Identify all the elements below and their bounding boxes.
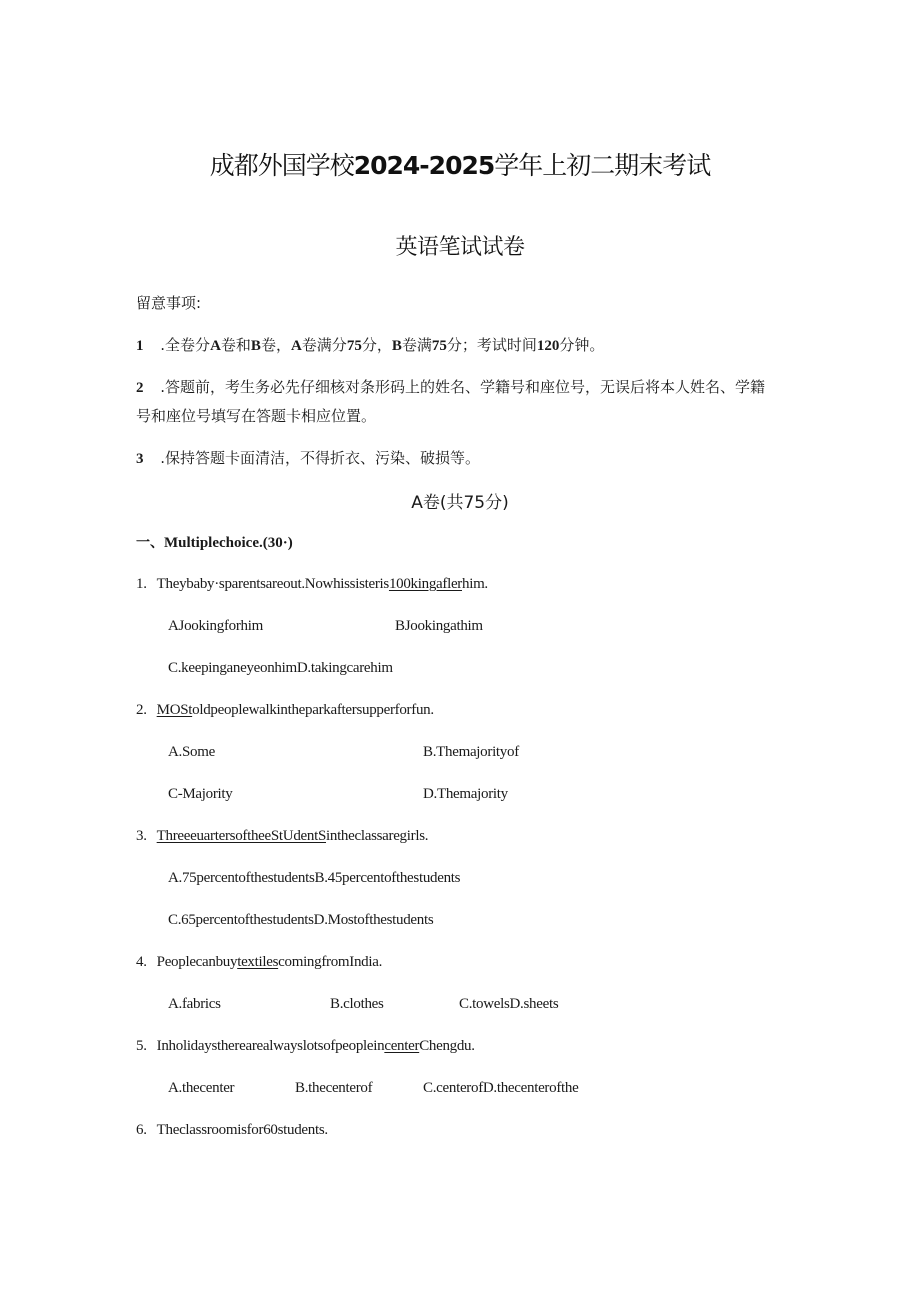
question-3: 3. ThreeeuartersoftheeStUdentSintheclassaregirls. <box>136 828 429 844</box>
note-text: .保持答题卡面清洁，不得折衣、污染、破损等。 <box>160 449 481 467</box>
note-item-2 <box>136 376 765 397</box>
note-number: 2 <box>136 380 144 396</box>
question-number: 2. <box>136 702 147 718</box>
question-number: 6. <box>136 1122 147 1138</box>
part-heading: 一、Multiplechoice.(30·) <box>136 535 293 551</box>
underlined-phrase: MOSt <box>156 702 193 718</box>
question-4: 4. PeoplecanbuytextilescomingfromIndia. <box>136 954 383 970</box>
note-item-3 <box>136 447 480 468</box>
exam-title-school: 成都外国学校 <box>209 151 354 180</box>
question-number: 5. <box>136 1038 147 1054</box>
option-2c: C-Majority <box>168 786 233 802</box>
option-2a: A.Some <box>168 744 215 760</box>
option-2d: D.Themajority <box>423 786 508 802</box>
option-1a: AJookingforhim <box>168 618 263 634</box>
option-5a: A.thecenter <box>168 1080 235 1096</box>
question-number: 3. <box>136 828 147 844</box>
note-text: .答题前，考生务必先仔细核对条形码上的姓名、学籍号和座位号，无误后将本人姓名、学籍 <box>160 378 766 396</box>
exam-title-years: 2024-2025 <box>353 151 495 180</box>
exam-title <box>0 146 920 182</box>
notes-heading: 留意事项: <box>136 294 202 312</box>
exam-subtitle: 英语笔试试卷 <box>395 235 525 260</box>
question-number: 1. <box>136 576 147 592</box>
note-number: 1 <box>136 338 144 354</box>
question-1: 1. Theybaby·sparentsareout.Nowhissisteris100kingaflerhim. <box>136 576 488 592</box>
underlined-phrase: textiles <box>237 954 279 970</box>
note-item-2-continued: 号和座位号填写在答题卡相应位置。 <box>136 407 377 425</box>
option-4b: B.clothes <box>330 996 384 1012</box>
option-5cd: C.centerofD.thecenterofthe <box>423 1080 579 1096</box>
option-1b: BJookingathim <box>395 618 483 634</box>
underlined-phrase: ThreeeuartersoftheeStUdentS <box>156 828 326 844</box>
section-heading: A卷(共75分) <box>411 493 509 513</box>
question-number: 4. <box>136 954 147 970</box>
option-2b: B.Themajorityof <box>423 744 519 760</box>
note-number: 3 <box>136 451 144 467</box>
option-3ab: A.75percentofthestudentsB.45percentofthestudents <box>168 870 461 886</box>
underlined-phrase: center <box>384 1038 420 1054</box>
question-6: 6. Theclassroomisfor60students. <box>136 1122 328 1138</box>
option-3cd: C.65percentofthestudentsD.Mostofthestudents <box>168 912 434 928</box>
note-item-1: 1 .全卷分A卷和B卷，A卷满分75分，B卷满75分；考试时间120分钟。 <box>136 336 605 354</box>
option-5b: B.thecenterof <box>295 1080 373 1096</box>
option-4a: A.fabrics <box>168 996 221 1012</box>
question-5: 5. InholidaystherearealwayslotsofpeopleincenterChengdu. <box>136 1038 475 1054</box>
question-2: 2. MOStoldpeoplewalkintheparkaftersupperforfun. <box>136 702 434 718</box>
option-4cd: C.towelsD.sheets <box>459 996 559 1012</box>
option-1cd: C.keepinganeyeonhimD.takingcarehim <box>168 660 393 676</box>
underlined-phrase: 100kingafler <box>388 576 462 592</box>
exam-title-term: 学年上初二期末考试 <box>494 151 711 180</box>
